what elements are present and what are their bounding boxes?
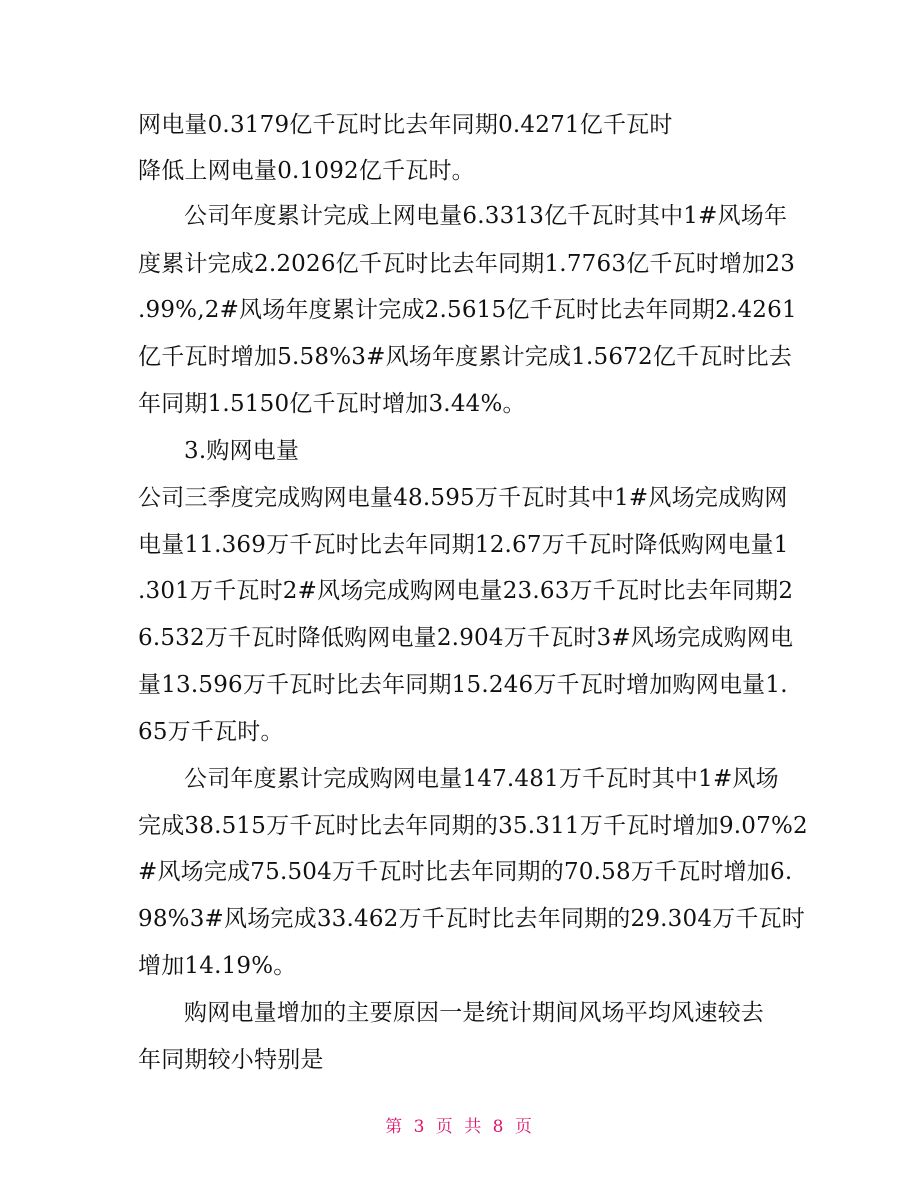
text-line: 度累计完成2.2026亿千瓦时比去年同期1.7763亿千瓦时增加23 — [138, 251, 796, 277]
paragraph-start-line: 购网电量增加的主要原因一是统计期间风场平均风速较去 — [184, 1000, 764, 1026]
text-line: 降低上网电量0.1092亿千瓦时。 — [138, 158, 475, 184]
text-line: .99%,2#风场年度累计完成2.5615亿千瓦时比去年同期2.4261 — [138, 297, 797, 323]
text-line: 6.532万千瓦时降低购网电量2.904万千瓦时3#风场完成购网电 — [138, 625, 794, 651]
page-number-footer: 第 3 页 共 8 页 — [385, 1117, 535, 1137]
section-heading: 3.购网电量 — [184, 438, 300, 464]
text-line: #风场完成75.504万千瓦时比去年同期的70.58万千瓦时增加6. — [138, 859, 793, 885]
text-line: 电量11.369万千瓦时比去年同期12.67万千瓦时降低购网电量1 — [138, 532, 789, 558]
text-line: 完成38.515万千瓦时比去年同期的35.311万千瓦时增加9.07%2 — [138, 813, 808, 839]
text-line: 65万千瓦时。 — [138, 719, 284, 745]
paragraph-start-line: 公司年度累计完成上网电量6.3313亿千瓦时其中1#风场年 — [184, 203, 788, 229]
text-line: .301万千瓦时2#风场完成购网电量23.63万千瓦时比去年同期2 — [138, 578, 794, 604]
text-line: 98%3#风场完成33.462万千瓦时比去年同期的29.304万千瓦时 — [138, 906, 805, 932]
text-line: 网电量0.3179亿千瓦时比去年同期0.4271亿千瓦时 — [138, 112, 673, 138]
text-line: 年同期较小特别是 — [138, 1047, 324, 1073]
text-line: 量13.596万千瓦时比去年同期15.246万千瓦时增加购网电量1. — [138, 672, 788, 698]
paragraph-start-line: 公司年度累计完成购网电量147.481万千瓦时其中1#风场 — [184, 766, 779, 792]
text-line: 年同期1.5150亿千瓦时增加3.44%。 — [138, 391, 526, 417]
text-line: 公司三季度完成购网电量48.595万千瓦时其中1#风场完成购网 — [138, 485, 788, 511]
text-line: 增加14.19%。 — [138, 953, 297, 979]
text-line: 亿千瓦时增加5.58%3#风场年度累计完成1.5672亿千瓦时比去 — [138, 344, 793, 370]
